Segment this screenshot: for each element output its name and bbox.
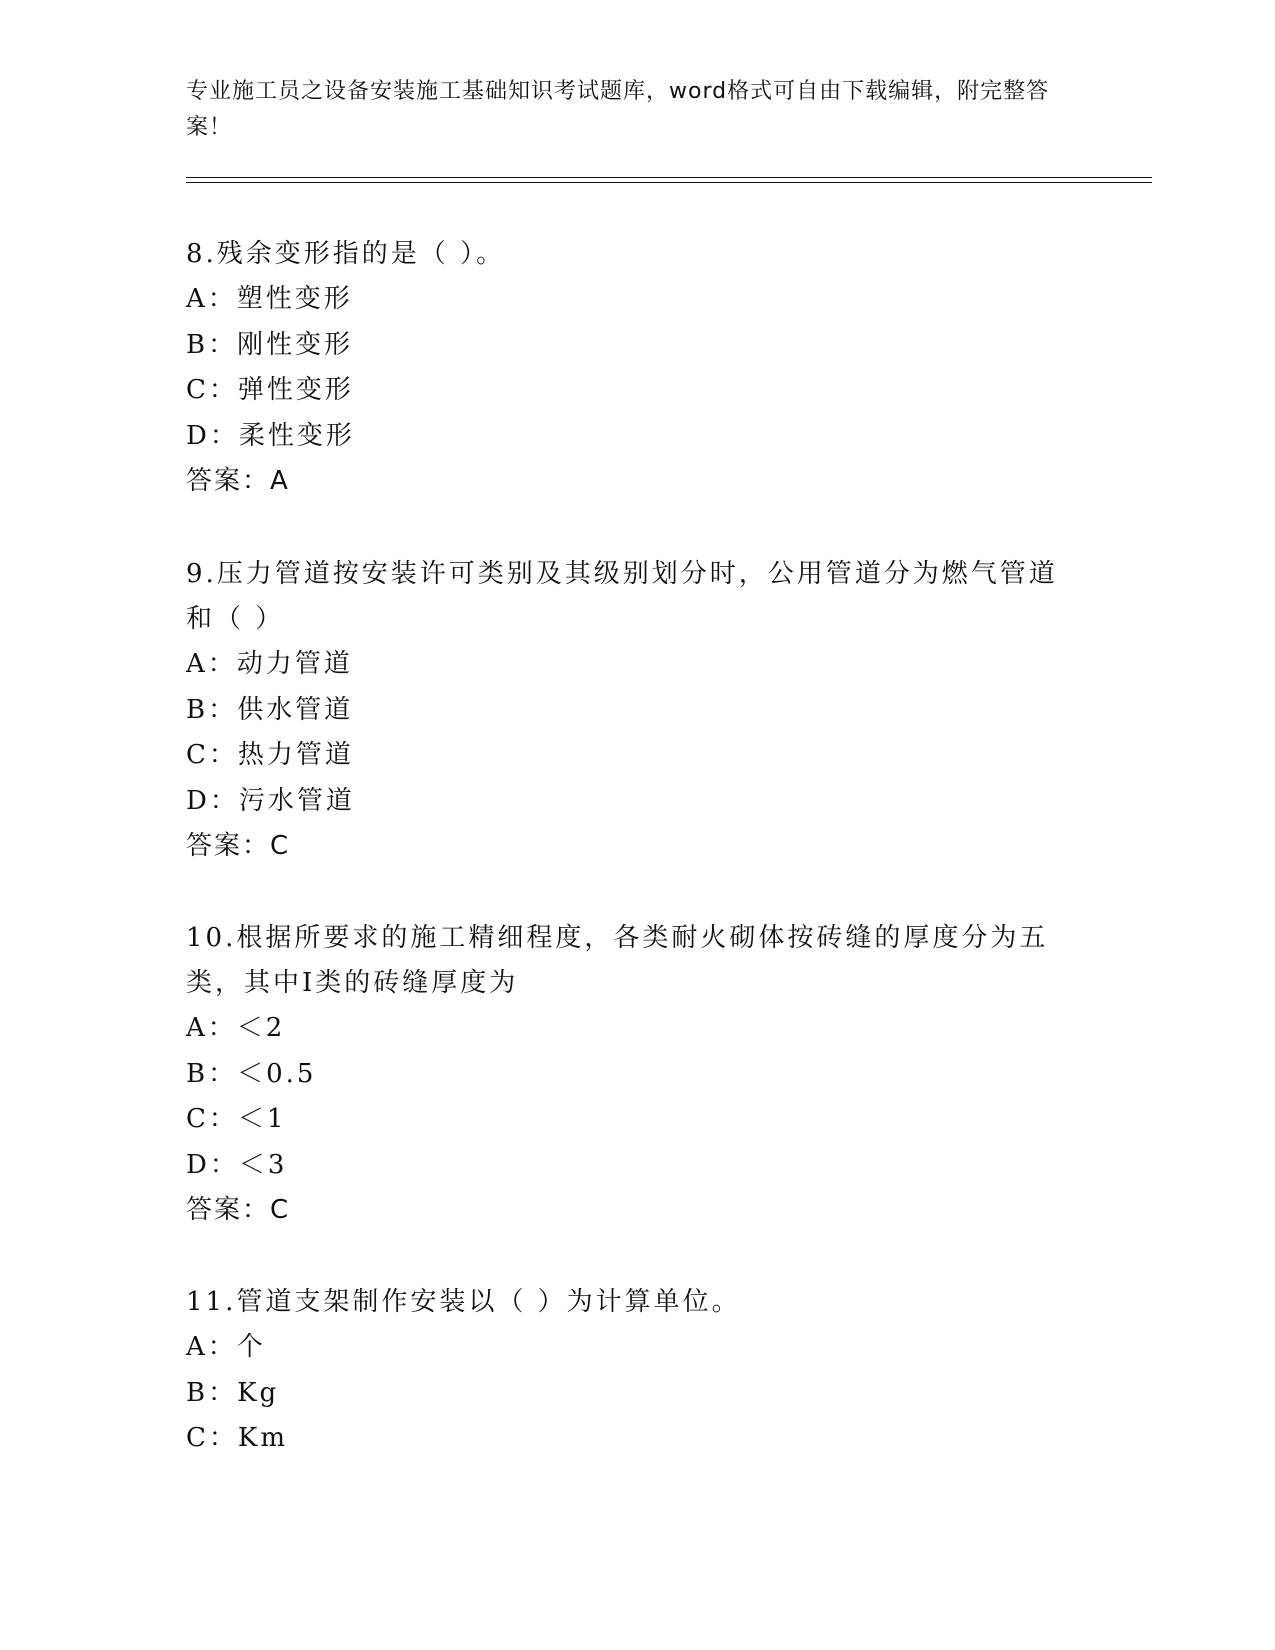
question-8 [186,232,1086,504]
option-a: A：塑性变形 [186,284,353,314]
question-stem: 8.残余变形指的是（ ）。 [186,239,506,269]
question-stem: 10.根据所要求的施工精细程度，各类耐火砌体按砖缝的厚度分为五类，其中I类的砖缝厚度为 [186,923,1049,998]
option-b: B：＜0.5 [186,1058,317,1089]
option-d: D：＜3 [186,1149,288,1180]
option-c: C：Km [186,1423,288,1453]
option-b: B：Kg [186,1377,280,1408]
option-c: C：＜1 [186,1104,287,1134]
option-b: B：刚性变形 [186,329,354,360]
option-d: D：柔性变形 [186,420,355,451]
question-10 [186,916,1086,1233]
option-b: B：供水管道 [186,694,354,725]
option-c: C：热力管道 [186,740,354,770]
answer-line: 答案：C [186,831,291,861]
answer-line: 答案：C [186,1195,291,1225]
question-9 [186,552,1086,869]
header-divider-bottom [186,182,1152,183]
option-a: A：＜2 [186,1013,286,1043]
question-11 [186,1280,1086,1462]
option-a: A：动力管道 [186,649,353,679]
question-stem: 11.管道支架制作安装以（ ）为计算单位。 [186,1287,741,1317]
question-stem: 9.压力管道按安装许可类别及其级别划分时，公用管道分为燃气管道和（ ） [186,559,1058,634]
header-divider-top [186,177,1152,178]
option-d: D：污水管道 [186,785,355,816]
option-a: A：个 [186,1332,266,1362]
document-intro: 专业施工员之设备安装施工基础知识考试题库，word格式可自由下载编辑，附完整答案！ [186,79,1050,140]
answer-line: 答案：A [186,466,290,496]
option-c: C：弹性变形 [186,375,354,405]
